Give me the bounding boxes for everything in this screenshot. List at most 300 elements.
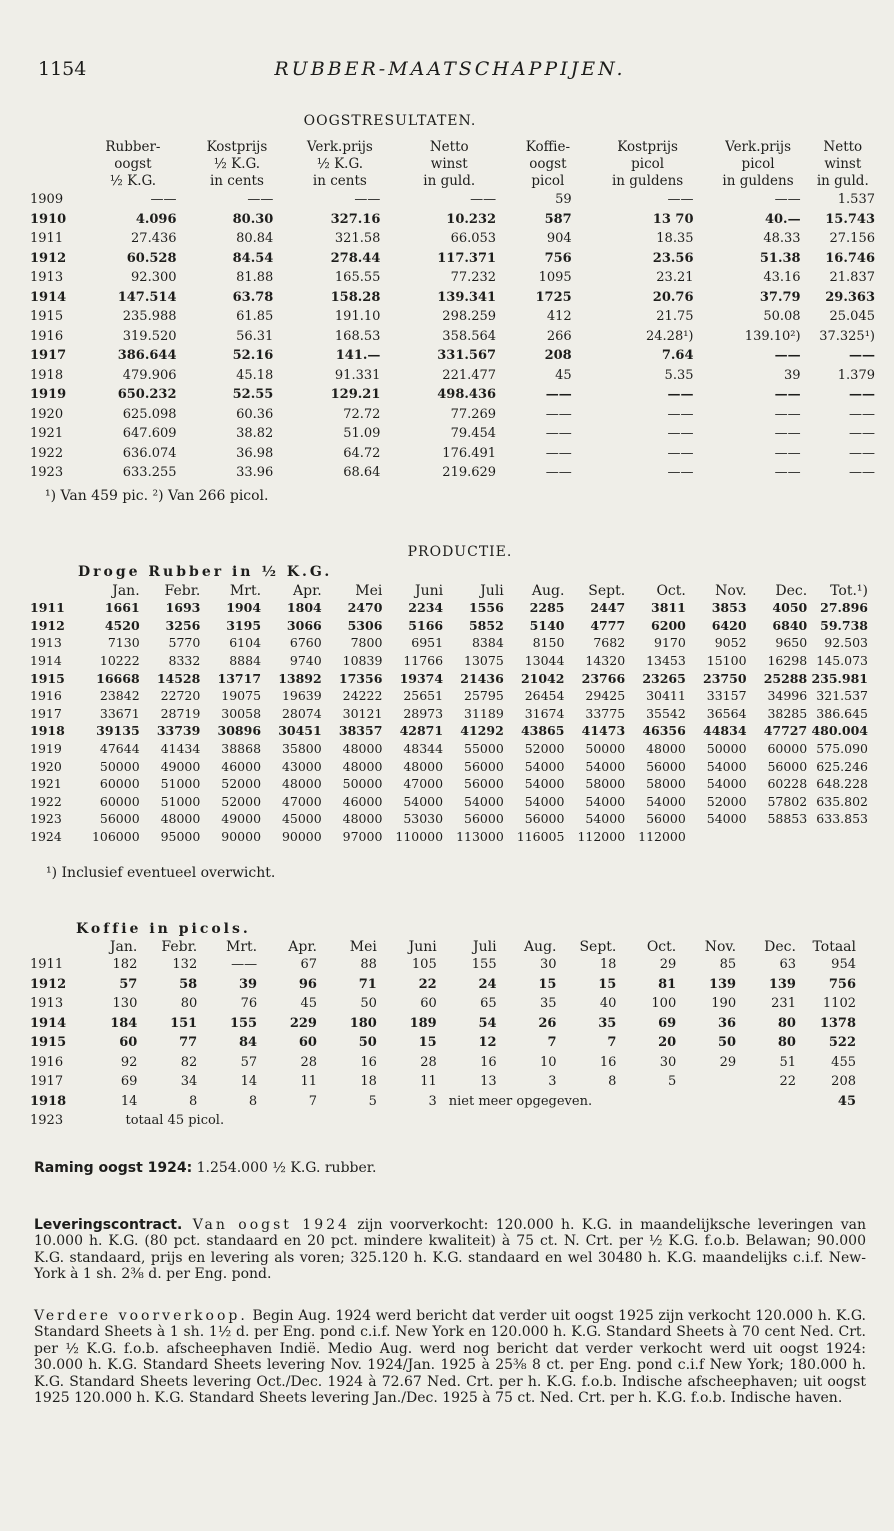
koffie-cell: 18 bbox=[360, 1074, 377, 1090]
koffie-cell: 35 bbox=[598, 1015, 617, 1031]
productie-cell: 52000 bbox=[706, 793, 747, 809]
productie-column-header: Aug. bbox=[531, 583, 565, 599]
productie-cell: 56000 bbox=[646, 758, 686, 774]
oogst-cell: 36.98 bbox=[236, 445, 274, 461]
oogst-cell: 33.96 bbox=[236, 465, 274, 481]
productie-cell: 58000 bbox=[585, 776, 626, 792]
koffie-cell: 5 bbox=[667, 1074, 677, 1090]
oogst-cell: 358.564 bbox=[442, 328, 497, 344]
contract-paragraph bbox=[34, 1217, 866, 1283]
koffie-cell: 50 bbox=[360, 996, 377, 1012]
oogst-cell: —— bbox=[545, 426, 572, 442]
oogst-cell: —— bbox=[774, 445, 801, 461]
oogst-year-cell: 1913 bbox=[30, 270, 64, 286]
koffie-column-header: Sept. bbox=[579, 939, 617, 955]
oogst-year-cell: 1910 bbox=[30, 211, 67, 227]
koffie-cell: 15 bbox=[598, 976, 617, 992]
koffie-cell: 151 bbox=[170, 1015, 198, 1031]
koffie-cell: 65 bbox=[480, 996, 497, 1012]
oogst-cell: 64.72 bbox=[343, 445, 381, 461]
koffie-column-header: Mrt. bbox=[226, 939, 258, 955]
oogst-cell: 321.58 bbox=[334, 231, 381, 247]
koffie-year-cell: 1918 bbox=[30, 1093, 67, 1109]
oogst-header-line: winst bbox=[824, 156, 862, 172]
productie-year-cell: 1912 bbox=[30, 617, 65, 633]
oogst-header-line: in cents bbox=[312, 173, 367, 189]
productie-cell: 48000 bbox=[342, 741, 383, 757]
koffie-table bbox=[30, 939, 856, 1131]
koffie-cell: 30 bbox=[539, 957, 557, 973]
oogst-year-cell: 1912 bbox=[30, 250, 67, 266]
koffie-year-cell: 1915 bbox=[30, 1035, 67, 1051]
productie-column-header: Mrt. bbox=[229, 583, 262, 599]
oogst-row bbox=[30, 249, 875, 269]
productie-cell: 145.073 bbox=[816, 653, 868, 669]
oogst-cell: —— bbox=[849, 465, 875, 481]
productie-cell: 28074 bbox=[281, 705, 322, 721]
productie-cell: 38285 bbox=[767, 705, 808, 721]
oogst-footnote: ¹) Van 459 pic. ²) Van 266 picol. bbox=[45, 488, 269, 504]
productie-title: PRODUCTIE. bbox=[407, 544, 513, 560]
oogst-cell: 68.64 bbox=[343, 465, 381, 481]
productie-cell: 22720 bbox=[160, 688, 201, 704]
koffie-cell: 28 bbox=[420, 1054, 437, 1070]
productie-cell: 54000 bbox=[706, 758, 747, 774]
oogst-cell: —— bbox=[774, 348, 801, 364]
oogst-cell: 21.75 bbox=[656, 309, 694, 325]
productie-cell: 54000 bbox=[403, 793, 444, 809]
oogst-cell: 25.045 bbox=[829, 309, 875, 325]
productie-column-header: Apr. bbox=[293, 583, 322, 599]
productie-cell: 4777 bbox=[590, 617, 626, 633]
productie-cell: 7130 bbox=[107, 635, 140, 651]
koffie-cell: 26 bbox=[538, 1015, 557, 1031]
oogst-cell: 327.16 bbox=[330, 211, 381, 227]
productie-cell bbox=[686, 828, 747, 846]
oogst-cell: —— bbox=[774, 192, 801, 208]
koffie-cell: 57 bbox=[240, 1054, 258, 1070]
productie-table bbox=[30, 583, 868, 845]
productie-cell: 2447 bbox=[590, 600, 626, 616]
oogst-cell: 18.35 bbox=[656, 231, 694, 247]
oogst-cell: —— bbox=[354, 192, 381, 208]
productie-cell: 321.537 bbox=[816, 688, 868, 704]
oogst-cell: 52.16 bbox=[232, 348, 274, 364]
koffie-cell: —— bbox=[231, 957, 258, 973]
productie-cell: 8884 bbox=[229, 653, 262, 669]
koffie-cell: 8 bbox=[248, 1093, 258, 1109]
voorverkoop-paragraph bbox=[34, 1308, 866, 1406]
productie-year-cell: 1914 bbox=[30, 653, 62, 669]
oogst-cell: 51.09 bbox=[343, 426, 381, 442]
oogst-row bbox=[30, 385, 875, 405]
oogst-cell: 479.906 bbox=[122, 367, 177, 383]
productie-cell: 56000 bbox=[464, 776, 504, 792]
oogst-cell: 60.528 bbox=[126, 250, 177, 266]
productie-cell: 54000 bbox=[524, 758, 565, 774]
oogst-column-header bbox=[811, 139, 875, 190]
productie-year-cell: 1924 bbox=[30, 829, 62, 845]
koffie-cell: 28 bbox=[300, 1054, 317, 1070]
productie-cell: 8332 bbox=[168, 653, 201, 669]
koffie-year-cell: 1923 bbox=[30, 1113, 64, 1129]
productie-cell: 2470 bbox=[347, 600, 383, 616]
koffie-cell: 92 bbox=[120, 1054, 138, 1070]
productie-cell: 47727 bbox=[763, 723, 808, 739]
oogst-cell: 7.64 bbox=[661, 348, 694, 364]
oogst-cell: 636.074 bbox=[122, 445, 177, 461]
koffie-cell: 14 bbox=[240, 1074, 258, 1090]
productie-cell: 7682 bbox=[593, 635, 626, 651]
koffie-row bbox=[30, 1014, 856, 1034]
productie-cell: 16298 bbox=[767, 653, 808, 669]
koffie-cell: 182 bbox=[112, 957, 138, 973]
productie-cell: 9740 bbox=[289, 653, 322, 669]
productie-column-header: Tot.¹) bbox=[830, 583, 868, 599]
oogst-cell: 50.08 bbox=[763, 309, 801, 325]
productie-cell: 10222 bbox=[99, 653, 140, 669]
productie-cell: 5852 bbox=[468, 617, 504, 633]
oogst-cell: 45.18 bbox=[236, 367, 274, 383]
oogst-cell: 158.28 bbox=[330, 289, 381, 305]
koffie-column-header: Aug. bbox=[523, 939, 557, 955]
productie-cell: 54000 bbox=[585, 758, 626, 774]
productie-cell: 30121 bbox=[342, 705, 383, 721]
productie-cell: 23842 bbox=[99, 688, 140, 704]
productie-cell: 54000 bbox=[646, 793, 686, 809]
productie-cell: 46000 bbox=[221, 758, 262, 774]
koffie-cell: 82 bbox=[180, 1054, 198, 1070]
oogst-cell: 129.21 bbox=[330, 387, 381, 403]
koffie-row-1923 bbox=[30, 1111, 856, 1131]
productie-row bbox=[30, 828, 868, 846]
oogst-row bbox=[30, 346, 875, 366]
koffie-cell: 16 bbox=[360, 1054, 377, 1070]
oogst-cell: 38.82 bbox=[236, 426, 274, 442]
productie-cell: 6420 bbox=[711, 617, 747, 633]
koffie-cell: 51 bbox=[779, 1054, 796, 1070]
oogst-cell: 266 bbox=[546, 328, 572, 344]
productie-cell: 56000 bbox=[464, 758, 504, 774]
oogst-header-line: Netto bbox=[823, 139, 863, 155]
productie-cell: 24222 bbox=[342, 688, 383, 704]
productie-column-header: Juli bbox=[480, 583, 504, 599]
koffie-cell: 80 bbox=[777, 1035, 796, 1051]
productie-cell: 33671 bbox=[99, 705, 140, 721]
oogst-cell: 208 bbox=[544, 348, 572, 364]
oogst-cell: 20.76 bbox=[652, 289, 694, 305]
koffie-corner bbox=[30, 939, 77, 955]
koffie-column-header: Oct. bbox=[646, 939, 677, 955]
koffie-column-header: Totaal bbox=[812, 939, 856, 955]
productie-cell: 58000 bbox=[646, 776, 686, 792]
oogst-cell: —— bbox=[667, 445, 694, 461]
oogst-header-line: in cents bbox=[209, 173, 264, 189]
productie-cell: 19374 bbox=[399, 670, 444, 686]
productie-cell: 19075 bbox=[221, 688, 262, 704]
oogst-header-line: in guldens bbox=[722, 173, 794, 189]
oogst-cell: 27.156 bbox=[829, 231, 875, 247]
oogst-column-header bbox=[187, 139, 288, 190]
oogst-row bbox=[30, 307, 875, 327]
oogst-cell: 61.85 bbox=[236, 309, 274, 325]
productie-column-header: Juni bbox=[414, 583, 444, 599]
koffie-row bbox=[30, 1053, 856, 1073]
productie-cell: 110000 bbox=[395, 829, 444, 845]
oogst-table bbox=[30, 139, 875, 483]
koffie-cell: 84 bbox=[239, 1035, 258, 1051]
productie-cell: 48000 bbox=[160, 811, 201, 827]
productie-cell: 30411 bbox=[646, 688, 686, 704]
productie-cell: 21042 bbox=[520, 670, 565, 686]
oogst-cell: —— bbox=[849, 445, 875, 461]
productie-cell: 648.228 bbox=[816, 776, 868, 792]
productie-row bbox=[30, 669, 868, 687]
oogst-year-cell: 1922 bbox=[30, 445, 64, 461]
koffie-cell: 18 bbox=[599, 957, 617, 973]
productie-cell: 31189 bbox=[464, 705, 504, 721]
page-number: 1154 bbox=[38, 58, 87, 80]
productie-cell: 15100 bbox=[706, 653, 747, 669]
productie-cell: 47644 bbox=[99, 741, 140, 757]
productie-cell: 51000 bbox=[160, 793, 201, 809]
oogst-cell: 23.21 bbox=[656, 270, 694, 286]
productie-cell: 2234 bbox=[408, 600, 444, 616]
productie-cell: 59.738 bbox=[820, 617, 868, 633]
raming-paragraph bbox=[34, 1160, 866, 1176]
oogst-header-line: ½ K.G. bbox=[316, 156, 364, 172]
koffie-cell: 77 bbox=[179, 1035, 198, 1051]
productie-cell: 49000 bbox=[160, 758, 201, 774]
koffie-cell: 80 bbox=[777, 1015, 796, 1031]
oogst-row bbox=[30, 288, 875, 308]
productie-cell: 14528 bbox=[156, 670, 201, 686]
running-title: RUBBER-MAATSCHAPPIJEN. bbox=[274, 58, 626, 80]
oogst-cell: —— bbox=[667, 192, 694, 208]
koffie-label: Koffie in picols. bbox=[76, 921, 251, 937]
oogst-cell: 235.988 bbox=[122, 309, 177, 325]
productie-cell: 46356 bbox=[642, 723, 686, 739]
productie-cell: 112000 bbox=[577, 829, 626, 845]
koffie-cell: 1102 bbox=[822, 996, 856, 1012]
koffie-cell: 139 bbox=[708, 976, 737, 992]
koffie-cell: 139 bbox=[768, 976, 796, 992]
raming-text: 1.254.000 ½ K.G. rubber. bbox=[192, 1160, 377, 1176]
koffie-cell: 22 bbox=[779, 1074, 796, 1090]
productie-cell: 39135 bbox=[96, 723, 140, 739]
koffie-cell: 30 bbox=[659, 1054, 677, 1070]
koffie-total-text: totaal 45 picol. bbox=[125, 1113, 225, 1129]
productie-cell: 41473 bbox=[581, 723, 626, 739]
oogst-cell: —— bbox=[849, 426, 875, 442]
oogst-row bbox=[30, 463, 875, 483]
koffie-cell: 16 bbox=[480, 1054, 497, 1070]
koffie-column-header: Apr. bbox=[288, 939, 317, 955]
koffie-year-cell: 1916 bbox=[30, 1054, 64, 1070]
koffie-cell: 184 bbox=[110, 1015, 138, 1031]
koffie-cell: 12 bbox=[478, 1035, 497, 1051]
productie-cell: 3256 bbox=[165, 617, 201, 633]
productie-cell: 3853 bbox=[711, 600, 747, 616]
oogst-cell: 278.44 bbox=[330, 250, 381, 266]
oogst-year-cell: 1918 bbox=[30, 367, 64, 383]
koffie-column-header: Juni bbox=[408, 939, 437, 955]
koffie-cell: 231 bbox=[771, 996, 796, 1012]
productie-cell: 43865 bbox=[520, 723, 565, 739]
koffie-cell: 180 bbox=[349, 1015, 377, 1031]
oogst-cell: 147.514 bbox=[117, 289, 177, 305]
oogst-header-row bbox=[30, 139, 875, 190]
productie-cell: 56000 bbox=[99, 811, 140, 827]
oogst-cell: 56.31 bbox=[236, 328, 274, 344]
productie-cell: 113000 bbox=[456, 829, 504, 845]
oogst-cell: 412 bbox=[546, 309, 572, 325]
productie-row bbox=[30, 810, 868, 828]
productie-row bbox=[30, 617, 868, 635]
productie-cell: 54000 bbox=[464, 793, 504, 809]
oogst-cell: 168.53 bbox=[334, 328, 381, 344]
productie-cell: 90000 bbox=[281, 829, 322, 845]
koffie-cell: 50 bbox=[718, 1035, 737, 1051]
productie-cell: 5140 bbox=[529, 617, 565, 633]
productie-cell: 4520 bbox=[104, 617, 140, 633]
productie-cell: 10839 bbox=[342, 653, 383, 669]
koffie-cell: 50 bbox=[358, 1035, 377, 1051]
productie-cell: 48000 bbox=[646, 741, 686, 757]
oogst-cell: 15.743 bbox=[825, 211, 875, 227]
productie-cell: 60000 bbox=[99, 793, 140, 809]
oogst-cell: 756 bbox=[544, 250, 572, 266]
oogst-cell: 386.644 bbox=[117, 348, 177, 364]
productie-cell: 7800 bbox=[350, 635, 383, 651]
oogst-cell: 52.55 bbox=[232, 387, 274, 403]
oogst-year-cell: 1915 bbox=[30, 309, 64, 325]
productie-row bbox=[30, 652, 868, 670]
oogst-cell: 51.38 bbox=[759, 250, 801, 266]
productie-column-header: Sept. bbox=[588, 583, 626, 599]
oogst-header-line: oogst bbox=[529, 156, 567, 172]
oogst-cell: 92.300 bbox=[131, 270, 177, 286]
oogst-cell: 23.56 bbox=[652, 250, 694, 266]
page-header bbox=[30, 58, 870, 88]
oogst-header-line: Koffie- bbox=[525, 139, 571, 155]
koffie-cell: 189 bbox=[409, 1015, 437, 1031]
oogst-header-line: Verk.prijs bbox=[725, 139, 792, 155]
oogst-cell: 1.537 bbox=[837, 192, 875, 208]
productie-column-header: Jan. bbox=[112, 583, 140, 599]
koffie-cell: 60 bbox=[298, 1035, 317, 1051]
contract-text: zijn voorverkocht: 120.000 h. K.G. in maandelijksche leveringen van 10.000 h. K.G. (80 pct. standaard en 20 pct. mindere kwaliteit) à 75 ct. N. Crt. per ½ K.G. f.o.b. Belawan; 90.000 K.G. standaard, prijs en levering als voren; 325.120 h. K.G. standaard en wel 30480 h. K.G. maandelijks c.i.f. New-York à 1 sh. 2⅜ d. per Eng. pond. bbox=[34, 1217, 866, 1283]
koffie-cell: 39 bbox=[239, 976, 258, 992]
productie-cell: 9170 bbox=[654, 635, 686, 651]
oogst-cell: 165.55 bbox=[334, 270, 381, 286]
productie-header-row bbox=[30, 583, 868, 599]
koffie-cell: 69 bbox=[658, 1015, 677, 1031]
koffie-column-header: Mei bbox=[349, 939, 377, 955]
koffie-cell: 10 bbox=[539, 1054, 557, 1070]
oogst-header-line: Kostprijs bbox=[206, 139, 268, 155]
productie-cell: 6840 bbox=[772, 617, 808, 633]
koffie-cell: 16 bbox=[599, 1054, 617, 1070]
productie-cell: 25795 bbox=[464, 688, 504, 704]
koffie-year-cell: 1912 bbox=[30, 976, 67, 992]
productie-cell: 49000 bbox=[221, 811, 262, 827]
productie-cell: 11766 bbox=[403, 653, 444, 669]
productie-column-header: Oct. bbox=[656, 583, 686, 599]
oogst-header-line: picol bbox=[531, 173, 565, 189]
oogst-cell: 63.78 bbox=[232, 289, 274, 305]
koffie-cell: 60 bbox=[119, 1035, 138, 1051]
productie-cell bbox=[747, 828, 808, 846]
koffie-cell: 3 bbox=[428, 1093, 437, 1109]
oogst-cell: 904 bbox=[546, 231, 572, 247]
koffie-year-cell: 1917 bbox=[30, 1074, 64, 1090]
oogst-cell: —— bbox=[667, 465, 694, 481]
productie-cell: 50000 bbox=[585, 741, 626, 757]
oogst-header-line: winst bbox=[430, 156, 468, 172]
productie-year-cell: 1916 bbox=[30, 688, 62, 704]
oogst-cell: 84.54 bbox=[232, 250, 274, 266]
oogst-cell: —— bbox=[667, 426, 694, 442]
contract-spaced-text: Van oogst 1924 bbox=[182, 1217, 350, 1233]
productie-cell: 27.896 bbox=[820, 600, 868, 616]
koffie-row bbox=[30, 994, 856, 1014]
oogst-cell: 1.379 bbox=[837, 367, 875, 383]
productie-cell: 56000 bbox=[767, 758, 808, 774]
oogst-row bbox=[30, 190, 875, 210]
productie-cell: 26454 bbox=[524, 688, 565, 704]
oogst-cell: —— bbox=[774, 387, 801, 403]
oogst-cell: —— bbox=[470, 192, 497, 208]
productie-cell: 44834 bbox=[703, 723, 747, 739]
productie-column-header: Dec. bbox=[775, 583, 808, 599]
productie-cell: 6951 bbox=[411, 635, 444, 651]
oogst-column-header bbox=[287, 139, 392, 190]
koffie-cell: 208 bbox=[831, 1074, 856, 1090]
oogst-cell: 29.363 bbox=[825, 289, 875, 305]
productie-cell: 48000 bbox=[342, 811, 383, 827]
koffie-column-header: Nov. bbox=[704, 939, 737, 955]
oogst-row bbox=[30, 210, 875, 230]
oogst-cell: 48.33 bbox=[763, 231, 801, 247]
koffie-cell: 11 bbox=[300, 1074, 317, 1090]
koffie-cell: 35 bbox=[539, 996, 557, 1012]
productie-cell: 29425 bbox=[585, 688, 626, 704]
oogst-cell: 498.436 bbox=[437, 387, 497, 403]
oogst-cell: 16.746 bbox=[825, 250, 875, 266]
productie-cell: 41434 bbox=[160, 741, 201, 757]
productie-cell: 48344 bbox=[403, 741, 444, 757]
oogst-cell: 39 bbox=[784, 367, 801, 383]
productie-cell: 92.503 bbox=[824, 635, 868, 651]
koffie-cell: 54 bbox=[478, 1015, 497, 1031]
koffie-column-header: Juli bbox=[473, 939, 497, 955]
oogst-cell: 4.096 bbox=[135, 211, 177, 227]
koffie-cell bbox=[676, 1072, 736, 1092]
oogst-cell: —— bbox=[545, 445, 572, 461]
productie-cell: 60000 bbox=[767, 741, 808, 757]
oogst-cell: —— bbox=[545, 387, 572, 403]
oogst-header-line: picol bbox=[741, 156, 775, 172]
productie-cell: 30896 bbox=[217, 723, 262, 739]
oogst-cell: 117.371 bbox=[437, 250, 497, 266]
productie-cell: 58853 bbox=[767, 811, 808, 827]
koffie-cell: 58 bbox=[179, 976, 198, 992]
oogst-cell: —— bbox=[774, 465, 801, 481]
oogst-header-line: ½ K.G. bbox=[213, 156, 261, 172]
productie-cell: 13892 bbox=[278, 670, 322, 686]
oogst-cell: 77.269 bbox=[450, 406, 497, 422]
